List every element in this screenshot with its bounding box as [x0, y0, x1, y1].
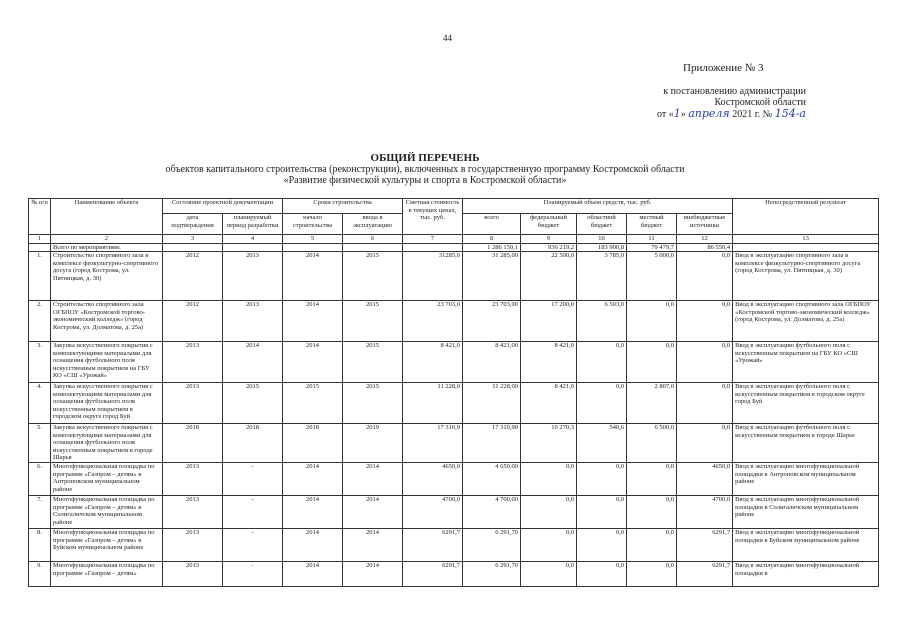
- funds-total: 31 285,00: [463, 252, 521, 301]
- funds-total: 11 228,00: [463, 383, 521, 424]
- title-main: ОБЩИЙ ПЕРЕЧЕНЬ: [370, 152, 480, 164]
- docs-date: 2013: [163, 496, 223, 529]
- title-line-3: «Развитие физической культуры и спорта в Костромской области»: [283, 175, 567, 186]
- docs-date: 2013: [163, 383, 223, 424]
- object-name: Закупка искусственного покрытия с комплектующими материалами для оснащения футбольного поля искусственным покрытием на ГБУ КО «СШ «Урожай»: [51, 342, 163, 383]
- build-start: 2014: [283, 463, 343, 496]
- total-sum: 1 286 150,1: [463, 243, 521, 252]
- funds-extra: 6291,7: [677, 529, 733, 562]
- column-number: 10: [577, 235, 627, 244]
- table-row: [29, 562, 879, 587]
- docs-period: 2014: [223, 342, 283, 383]
- funds-extra: 0,0: [677, 342, 733, 383]
- column-number: 2: [51, 235, 163, 244]
- funds-local: 0,0: [627, 529, 677, 562]
- header-build-start: начало строительства: [283, 214, 343, 235]
- funds-federal: 22 500,0: [521, 252, 577, 301]
- docs-date: 2013: [163, 529, 223, 562]
- appendix-title: Приложение № 3: [683, 62, 764, 74]
- header-build-commission: ввода в эксплуатацию: [343, 214, 403, 235]
- estimated-cost: 8 421,0: [403, 342, 463, 383]
- funds-local: 0,0: [627, 463, 677, 496]
- funds-local: 0,0: [627, 342, 677, 383]
- object-name: Закупка искусственного покрытия с комплектующими материалами для оснащения футбольного поля искусственным покрытием в городском округе город Буй: [51, 383, 163, 424]
- docs-date: 2013: [163, 342, 223, 383]
- header-build: Сроки строительства: [283, 199, 403, 214]
- header-name: Наименование объекта: [51, 199, 163, 235]
- column-number: 11: [627, 235, 677, 244]
- direct-result: Ввод в эксплуатацию футбольного поля с искусственным покрытием в городском округе город Буй: [733, 383, 879, 424]
- header-docs-period: планируемый период разработки: [223, 214, 283, 235]
- row-num: 1.: [29, 252, 51, 301]
- funds-regional: 6 503,0: [577, 301, 627, 342]
- object-name: Многофункциональная площадка по программе «Газпром – детям» в Антроповском муниципальном районе: [51, 463, 163, 496]
- row-num: 3.: [29, 342, 51, 383]
- estimated-cost: 4700,0: [403, 496, 463, 529]
- funds-total: 4 700,00: [463, 496, 521, 529]
- table-row: [29, 496, 879, 529]
- total-row: [29, 243, 879, 252]
- direct-result: Ввод в эксплуатацию спортивного зала ОГБПОУ «Костромской торгово-экономический колледж» (город Кострома, ул. Долматова, д. 25а): [733, 301, 879, 342]
- docs-date: 2012: [163, 252, 223, 301]
- decree-line-1: к постановлению администрации: [663, 86, 806, 97]
- object-name: Многофункциональная площадка по программе «Газпром – детям» в Буйском муниципальном районе: [51, 529, 163, 562]
- build-commission: 2019: [343, 424, 403, 463]
- objects-table: [28, 198, 879, 587]
- funds-federal: 0,0: [521, 562, 577, 587]
- header-funds-local: местный бюджет: [627, 214, 677, 235]
- docs-period: -: [223, 463, 283, 496]
- estimated-cost: 31285,0: [403, 252, 463, 301]
- funds-local: 0,0: [627, 562, 677, 587]
- docs-period: 2015: [223, 383, 283, 424]
- build-commission: 2014: [343, 562, 403, 587]
- direct-result: Ввод в эксплуатацию многофункциональной площадки в Солигаличском муниципальном районе: [733, 496, 879, 529]
- funds-extra: 4650,0: [677, 463, 733, 496]
- estimated-cost: 4650,0: [403, 463, 463, 496]
- decree-day: 1: [673, 107, 681, 120]
- funds-regional: 0,0: [577, 463, 627, 496]
- build-start: 2014: [283, 342, 343, 383]
- funds-local: 6 500,0: [627, 424, 677, 463]
- build-start: 2014: [283, 301, 343, 342]
- table-row: [29, 383, 879, 424]
- funds-federal: 8 421,0: [521, 383, 577, 424]
- row-num: 8.: [29, 529, 51, 562]
- decree-reference: [606, 86, 806, 120]
- funds-federal: 0,0: [521, 496, 577, 529]
- funds-regional: 0,0: [577, 496, 627, 529]
- table-row: [29, 342, 879, 383]
- decree-date-prefix: от «: [656, 109, 674, 120]
- docs-period: 2013: [223, 301, 283, 342]
- build-commission: 2014: [343, 463, 403, 496]
- funds-local: 5 000,0: [627, 252, 677, 301]
- row-num: 2.: [29, 301, 51, 342]
- funds-regional: 3 785,0: [577, 252, 627, 301]
- direct-result: Ввод в эксплуатацию многофункциональной площадки в Антроповском муниципальном районе: [733, 463, 879, 496]
- object-name: Многофункциональная площадка по программе «Газпром – детям»: [51, 562, 163, 587]
- build-commission: 2014: [343, 529, 403, 562]
- header-docs-date: дата подтверждения: [163, 214, 223, 235]
- header-num: № п/п: [29, 199, 51, 235]
- funds-total: 17 310,90: [463, 424, 521, 463]
- funds-total: 8 421,00: [463, 342, 521, 383]
- funds-federal: 0,0: [521, 463, 577, 496]
- docs-date: 2013: [163, 562, 223, 587]
- docs-date: 2013: [163, 463, 223, 496]
- column-number: 6: [343, 235, 403, 244]
- decree-line-2: Костромской области: [714, 97, 806, 108]
- row-num: 4.: [29, 383, 51, 424]
- decree-year: 2021 г. №: [732, 109, 773, 120]
- header-funds-extra: внебюджетные источники: [677, 214, 733, 235]
- docs-date: 2012: [163, 301, 223, 342]
- decree-number: 154-а: [774, 107, 806, 120]
- funds-federal: 8 421,0: [521, 342, 577, 383]
- build-start: 2014: [283, 496, 343, 529]
- decree-line-3: [606, 108, 806, 120]
- funds-regional: 0,0: [577, 342, 627, 383]
- build-commission: 2015: [343, 383, 403, 424]
- total-local: 79 479,7: [627, 243, 677, 252]
- row-num: 9.: [29, 562, 51, 587]
- table-row: [29, 424, 879, 463]
- funds-regional: 540,6: [577, 424, 627, 463]
- estimated-cost: 23 703,0: [403, 301, 463, 342]
- funds-total: 6 291,70: [463, 529, 521, 562]
- table-row: [29, 463, 879, 496]
- funds-local: 0,0: [627, 496, 677, 529]
- funds-federal: 0,0: [521, 529, 577, 562]
- build-start: 2014: [283, 252, 343, 301]
- header-result: Непосредственный результат: [733, 199, 879, 235]
- funds-local: 0,0: [627, 301, 677, 342]
- direct-result: Ввод в эксплуатацию многофункциональной площадки в Буйском муниципальном районе: [733, 529, 879, 562]
- table-row: [29, 529, 879, 562]
- build-commission: 2014: [343, 496, 403, 529]
- estimated-cost: 6291,7: [403, 529, 463, 562]
- table-row: [29, 301, 879, 342]
- funds-regional: 0,0: [577, 529, 627, 562]
- funds-extra: 0,0: [677, 424, 733, 463]
- direct-result: Ввод в эксплуатацию футбольного поля с искусственным покрытием на ГБУ КО «СШ «Урожай»: [733, 342, 879, 383]
- column-number: 3: [163, 235, 223, 244]
- estimated-cost: 11 228,0: [403, 383, 463, 424]
- estimated-cost: 6291,7: [403, 562, 463, 587]
- direct-result: Ввод в эксплуатацию спортивного зала в комплексе физкультурно-спортивного досуга (город Кострома, ул. Пятницкая, д. 30): [733, 252, 879, 301]
- total-label: Всего по мероприятиям:: [51, 243, 163, 252]
- column-numbers-row: [29, 235, 879, 244]
- column-number: 4: [223, 235, 283, 244]
- funds-extra: 0,0: [677, 252, 733, 301]
- total-federal: 936 219,2: [521, 243, 577, 252]
- build-commission: 2015: [343, 252, 403, 301]
- direct-result: Ввод в эксплуатацию футбольного поля с искусственным покрытием в городе Шарье: [733, 424, 879, 463]
- funds-extra: 0,0: [677, 301, 733, 342]
- decree-date-mid: »: [680, 109, 686, 120]
- column-number: 12: [677, 235, 733, 244]
- column-number: 13: [733, 235, 879, 244]
- build-start: 2014: [283, 529, 343, 562]
- funds-total: 6 291,70: [463, 562, 521, 587]
- build-commission: 2015: [343, 342, 403, 383]
- build-start: 2014: [283, 562, 343, 587]
- funds-total: 23 703,00: [463, 301, 521, 342]
- funds-extra: 6291,7: [677, 562, 733, 587]
- docs-period: 2018: [223, 424, 283, 463]
- docs-period: -: [223, 496, 283, 529]
- docs-period: 2013: [223, 252, 283, 301]
- page-number: 44: [443, 33, 452, 43]
- funds-total: 4 650,00: [463, 463, 521, 496]
- funds-federal: 17 200,0: [521, 301, 577, 342]
- decree-month: апреля: [688, 107, 730, 120]
- column-number: 9: [521, 235, 577, 244]
- header-cost: Сметная стоимость в текущих ценах, тыс. руб.: [403, 199, 463, 235]
- object-name: Закупка искусственного покрытия с комплектующими материалами для оснащения футбольного поля искусственным покрытием в городе Шарья: [51, 424, 163, 463]
- estimated-cost: 17 310,9: [403, 424, 463, 463]
- object-name: Строительство спортивного зала ОГБПОУ «Костромской торгово-экономический колледж» (город Кострома, ул. Долматова, д. 25а): [51, 301, 163, 342]
- funds-extra: 4700,0: [677, 496, 733, 529]
- build-start: 2015: [283, 383, 343, 424]
- docs-period: -: [223, 562, 283, 587]
- build-commission: 2015: [343, 301, 403, 342]
- total-extra: 86 550,4: [677, 243, 733, 252]
- funds-local: 2 807,0: [627, 383, 677, 424]
- direct-result: Ввод в эксплуатацию многофункциональной площадки в: [733, 562, 879, 587]
- column-number: 5: [283, 235, 343, 244]
- title-line-2: объектов капитального строительства (реконструкции), включенных в государственную программу Костромской области: [165, 164, 685, 175]
- total-regional: 183 900,8: [577, 243, 627, 252]
- header-funds-federal: федеральный бюджет: [521, 214, 577, 235]
- object-name: Строительство спортивного зала в комплексе физкультурно-спортивного досуга (город Кострома, ул. Пятницкая, д. 30): [51, 252, 163, 301]
- header-funds-total: всего: [463, 214, 521, 235]
- docs-date: 2018: [163, 424, 223, 463]
- funds-federal: 10 270,3: [521, 424, 577, 463]
- column-number: 8: [463, 235, 521, 244]
- funds-regional: 0,0: [577, 383, 627, 424]
- total-cell-num: [29, 243, 51, 252]
- build-start: 2018: [283, 424, 343, 463]
- funds-extra: 0,0: [677, 383, 733, 424]
- docs-period: -: [223, 529, 283, 562]
- header-funds-regional: областной бюджет: [577, 214, 627, 235]
- header-funds: Планируемый объем средств, тыс. руб.: [463, 199, 733, 214]
- object-name: Многофункциональная площадка по программе «Газпром – детям» в Солигаличском муниципальном районе: [51, 496, 163, 529]
- table-row: [29, 252, 879, 301]
- funds-regional: 0,0: [577, 562, 627, 587]
- row-num: 7.: [29, 496, 51, 529]
- row-num: 6.: [29, 463, 51, 496]
- row-num: 5.: [29, 424, 51, 463]
- column-number: 7: [403, 235, 463, 244]
- header-docs: Состояние проектной документации: [163, 199, 283, 214]
- document-title: [150, 153, 700, 186]
- column-number: 1: [29, 235, 51, 244]
